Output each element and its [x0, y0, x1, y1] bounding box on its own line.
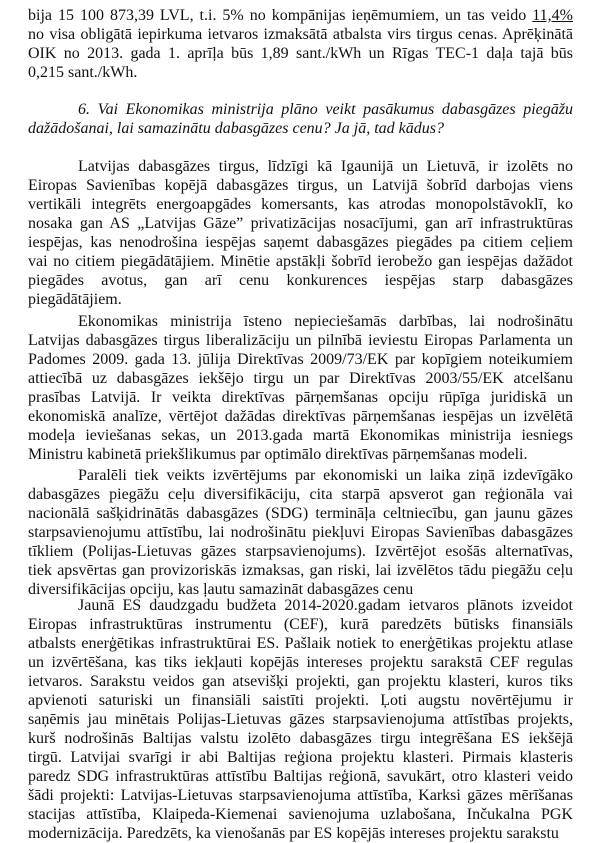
text-line: OIK no 2013. gada 1. aprīļa būs 1,89 sant./kWh un Rīgas TEC-1 daļa tajā būs	[28, 45, 573, 62]
text-line: modernizācija. Paredzēts, ka vienošanās par ES kopējās intereses projektu sarakstu	[28, 825, 559, 842]
text-line: Latvijas dabasgāzes tirgus liberalizāciju un pilnībā ieviestu Eiropas Parlamenta un	[28, 332, 573, 349]
text-line: vai no citiem piegādātājiem. Minētie apstākļi šobrīd ierobežo gan iespējas dažādot	[28, 253, 573, 270]
text-line: tiek apsvērtas gan provizoriskās izmaksas, gan riski, lai izvēlētos tādu piegāžu ceļu	[28, 562, 573, 579]
text-line: dažādošanai, lai samazinātu dabasgāzes cenu? Ja jā, tad kādus?	[28, 120, 444, 137]
text-line: 0,215 sant./kWh.	[28, 64, 138, 81]
text-line: starpsavienojumu attīstību, lai nodrošinātu piekļuvi Eiropas Savienības dabasgāzes	[28, 524, 573, 541]
paragraph-ministry-actions	[28, 312, 573, 464]
text-line: 6. Vai Ekonomikas ministrija plāno veikt pasākumus dabasgāzes piegāžu	[78, 101, 573, 118]
document-page	[28, 6, 573, 843]
text-span: bija 15 100 873,39 LVL, t.i. 5% no kompānijas ieņēmumiem, un tas veido	[28, 7, 533, 24]
text-line: saņēmis jau minētais Polijas-Lietuvas gāzes starpsavienojuma attīstības projekts,	[28, 711, 573, 728]
text-line: nacionālā sašķidrinātās dabasgāzes (SDG) termināļa celtniecību, gan jaunu gāzes	[28, 505, 573, 522]
text-line: atbalsts enerģētikas infrastruktūrai ES. Pašlaik notiek to enerģētikas projektu atlase	[28, 635, 573, 652]
text-line: Eiropas Savienības kopējā dabasgāzes tirgus, un Latvijā šobrīd darbojas viens	[28, 177, 573, 194]
text-line: iespējas, kas nenodrošina iespējas saņemt dabasgāzes piegādes pa citiem ceļiem	[28, 234, 573, 251]
text-line: un izvērtēšana, kas tiks iekļauti kopējās intereses projektu sarakstā CEF regulas	[28, 654, 573, 671]
text-line: piegādes avotus, gan arī cenu konkurences iespējas starp dabasgāzes	[28, 272, 573, 289]
text-line: piegādātājiem.	[28, 291, 122, 308]
text-line: Jaunā ES daudzgadu budžeta 2014-2020.gadam ietvaros plānots izveidot	[78, 597, 573, 614]
text-line: paredz SDG infrastruktūras attīstību Baltijas reģionā, savukārt, otro klasteri veido	[28, 768, 573, 785]
text-line: Paralēli tiek veikts izvērtējums par ekonomiski un laika ziņā izdevīgāko	[78, 467, 573, 484]
paragraph-market-isolation	[28, 157, 573, 309]
text-line: apvienoti saturiski un finansiāli saistīti projekti. Ļoti augstu novērtējumu ir	[28, 692, 573, 709]
text-line: vertikāli integrēts energoapgādes komersants, kas atrodas monopolstāvoklī, ko	[28, 196, 573, 213]
paragraph-oik-figures	[28, 6, 573, 82]
text-line: Ministru kabinetā priekšlikumus par optimālo direktīvas pārņemšanas modeli.	[28, 446, 528, 463]
text-line: Padomes 2009. gada 13. jūlija Direktīvas 2009/73/EK par kopīgiem noteikumiem	[28, 351, 573, 368]
paragraph-eu-budget-cef	[28, 596, 573, 843]
text-line: prasības Latvijā. Ir veikta direktīvas pārņemšanas opciju rūpīga juridiskā un	[28, 389, 573, 406]
text-line: tirgū. Latvijai svarīgi ir abi Baltijas reģiona projektu klasteri. Pirmais klasteris	[28, 749, 573, 766]
text-line: šādi projekti: Latvijas-Lietuvas starpsavienojuma attīstība, Karksi gāzes mērīšanas	[28, 787, 573, 804]
text-line: Latvijas dabasgāzes tirgus, līdzīgi kā Igaunijā un Lietuvā, ir izolēts no	[78, 158, 573, 175]
text-line: diversifikācijas opciju, kas ļautu samazināt dabasgāzes cenu	[28, 581, 414, 598]
text-line: attiecībā uz dabasgāzes iekšējo tirgu un par Direktīvas 2003/55/EK atcelšanu	[28, 370, 573, 387]
text-line: kurš nodrošinās Baltijas valstu izolēto dabasgāzes tirgu integrēšana ES iekšējā	[28, 730, 573, 747]
text-line: nosaka gan AS „Latvijas Gāze” privatizācijas nosacījumi, gan arī infrastruktūras	[28, 215, 573, 232]
question-heading	[28, 100, 573, 138]
text-line: no visa obligātā iepirkuma ietvaros izmaksātā atbalsta virs tirgus cenas. Aprēķinātā	[28, 26, 573, 43]
underlined-percentage: 11,4%	[532, 7, 573, 24]
text-line: stacijas attīstība, Klaipeda-Kiemenai savienojuma uzlabošana, Inčukalna PGK	[28, 806, 573, 823]
text-line: Ekonomikas ministrija īsteno nepieciešamās darbības, lai nodrošinātu	[78, 313, 573, 330]
paragraph-diversification-assessment	[28, 466, 573, 599]
text-line: Eiropas infrastruktūras instrumentu (CEF), kurā paredzēts būtisks finansiāls	[28, 616, 573, 633]
text-line: tīkliem (Polijas-Lietuvas gāzes starpsavienojums). Izvērtējot esošās alternatīvas,	[28, 543, 573, 560]
text-line: ietvaros. Sarakstu veidos gan atsevišķi projekti, gan projektu klasteri, kuros tiks	[28, 673, 573, 690]
text-line: ekonomiskā analīze, vērtējot dažādas direktīvas pārņemšanas iespējas un izvēlētā	[28, 408, 573, 425]
text-line	[28, 6, 573, 25]
text-line: dabasgāzes piegāžu ceļu diversifikāciju, cita starpā apsverot gan reģionāla vai	[28, 486, 573, 503]
text-line: modeļa ieviešanas sekas, un 2013.gada martā Ekonomikas ministrija iesniegs	[28, 427, 573, 444]
